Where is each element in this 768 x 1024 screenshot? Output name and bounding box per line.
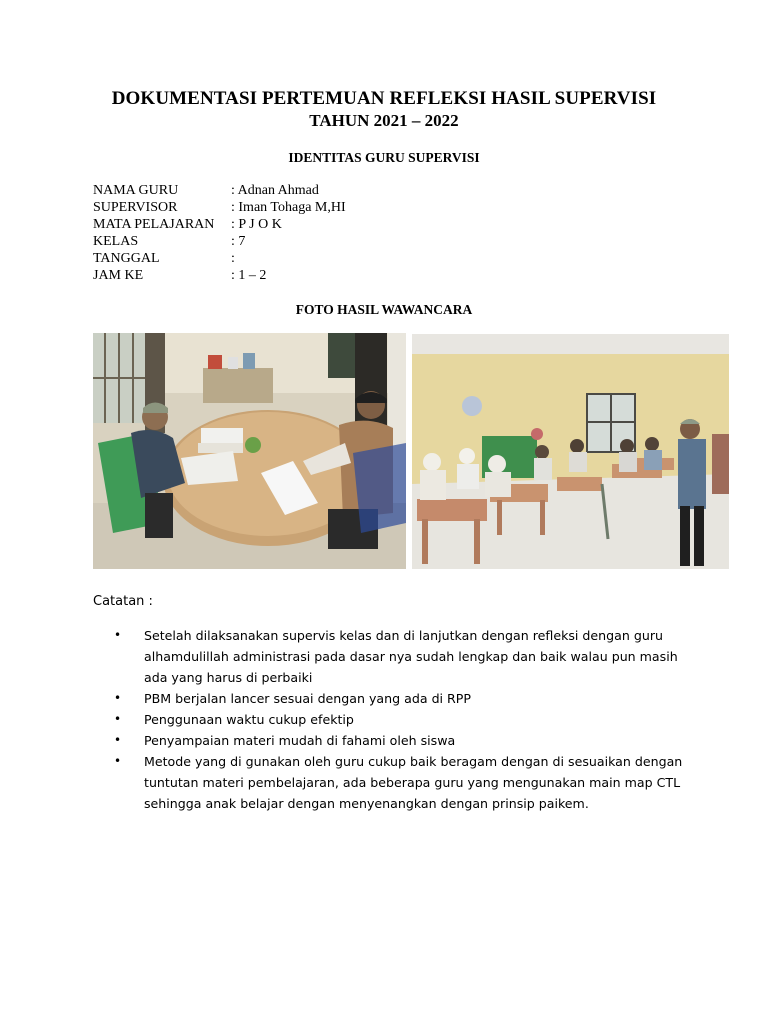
identity-label: TANGGAL xyxy=(93,251,160,266)
document-year: TAHUN 2021 – 2022 xyxy=(309,111,459,130)
list-item xyxy=(114,709,694,730)
notes-list xyxy=(114,625,694,814)
identity-value: : Iman Tohaga M,HI xyxy=(231,200,346,215)
list-item xyxy=(114,751,694,814)
identity-value: : P J O K xyxy=(231,217,282,232)
identity-label: KELAS xyxy=(93,234,139,249)
bullet-icon: • xyxy=(114,712,122,726)
identity-row xyxy=(93,182,346,199)
bullet-icon: • xyxy=(114,754,122,768)
interview-photo xyxy=(93,333,406,569)
identity-row xyxy=(93,199,346,216)
identity-value: : Adnan Ahmad xyxy=(231,183,319,198)
list-item xyxy=(114,688,694,709)
identity-row xyxy=(93,216,346,233)
notes-heading: Catatan : xyxy=(93,594,153,609)
note-text: Metode yang di gunakan oleh guru cukup baik beragam dengan di sesuaikan dengan tuntutan materi pembelajaran, ada beberapa guru yang mengunakan main map CTL sehingga anak belajar dengan menyenangkan dengan prinsip paikem. xyxy=(144,754,683,811)
document-title: DOKUMENTASI PERTEMUAN REFLEKSI HASIL SUPERVISI xyxy=(111,88,657,109)
note-text: Penyampaian materi mudah di fahami oleh siswa xyxy=(144,733,456,748)
photo-heading: FOTO HASIL WAWANCARA xyxy=(295,302,473,317)
bullet-icon: • xyxy=(114,733,122,747)
note-text: PBM berjalan lancer sesuai dengan yang ada di RPP xyxy=(144,691,472,706)
identity-label: MATA PELAJARAN xyxy=(93,217,215,232)
note-text: Setelah dilaksanakan supervis kelas dan di lanjutkan dengan refleksi dengan guru alhamdulillah administrasi pada dasar nya sudah lengkap dan baik walau pun masih ada yang harus di perbaiki xyxy=(144,628,678,685)
note-text: Penggunaan waktu cukup efektip xyxy=(144,712,354,727)
identity-heading: IDENTITAS GURU SUPERVISI xyxy=(288,150,480,165)
list-item xyxy=(114,625,694,688)
identity-row xyxy=(93,233,346,250)
identity-label: NAMA GURU xyxy=(93,183,179,198)
identity-value: : xyxy=(231,251,235,266)
identity-value: : 7 xyxy=(231,234,246,249)
identity-value: : 1 – 2 xyxy=(231,268,267,283)
list-item xyxy=(114,730,694,751)
identity-table xyxy=(93,182,346,284)
classroom-photo xyxy=(412,334,729,569)
identity-label: JAM KE xyxy=(93,268,144,283)
identity-row xyxy=(93,250,346,267)
identity-label: SUPERVISOR xyxy=(93,200,178,215)
identity-row xyxy=(93,267,346,284)
bullet-icon: • xyxy=(114,628,122,642)
bullet-icon: • xyxy=(114,691,122,705)
